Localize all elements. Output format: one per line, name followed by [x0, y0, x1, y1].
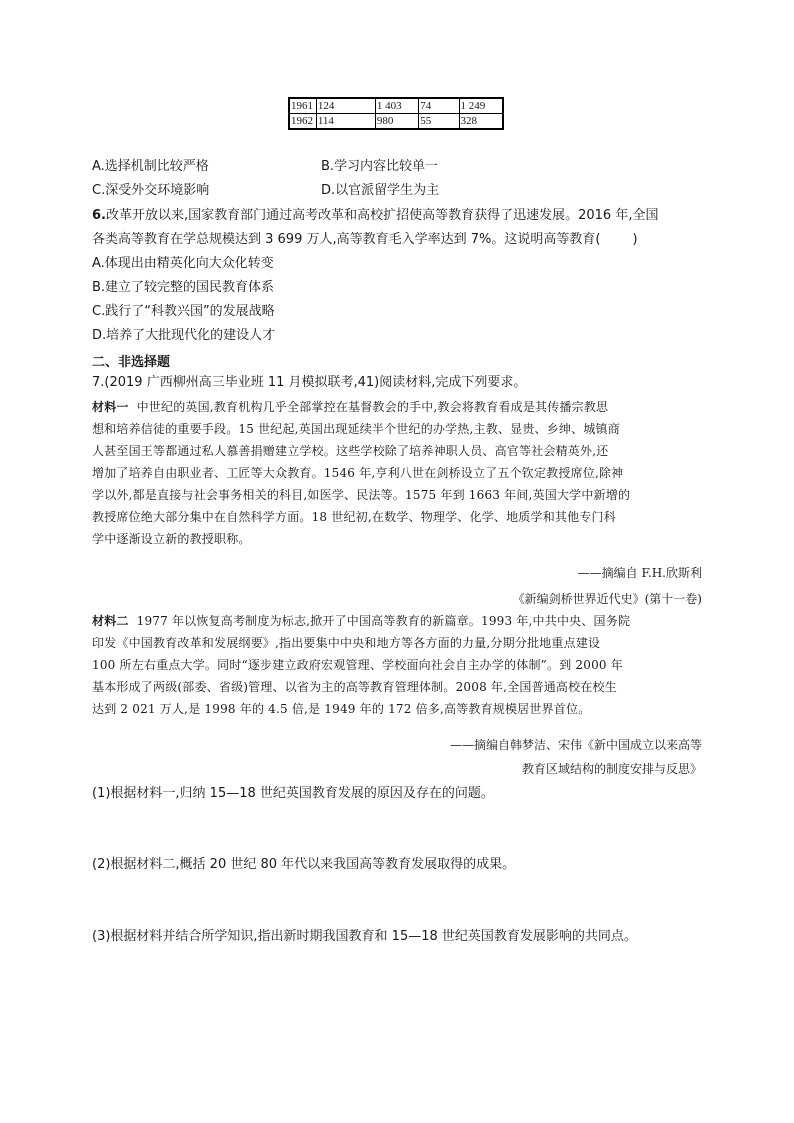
- q6-stem-text: 改革开放以来,国家教育部门通过高考改革和高校扩招使高等教育获得了迅速发展。2016 年,全国: [105, 208, 659, 223]
- q5-option-a: A.选择机制比较严格: [92, 159, 209, 174]
- q6-close-paren: ): [632, 232, 638, 247]
- material-one-source: ——摘编自 F.H.欣斯利: [577, 566, 702, 580]
- material-line: 印发《中国教育改革和发展纲要》,指出要集中中央和地方等各方面的力量,分期分批地重点建设: [92, 636, 601, 650]
- table-cell: 980: [375, 114, 418, 130]
- material-two-source-book: 教育区域结构的制度安排与反思》: [521, 762, 702, 776]
- table-cell: 1 249: [459, 98, 503, 114]
- material-line: 想和培养信徒的重要手段。15 世纪起,英国出现延续半个世纪的办学热,主教、显贵、乡绅、城镇商: [92, 422, 620, 436]
- material-line: 100 所左右重点大学。同时“逐步建立政府宏观管理、学校面向社会自主办学的体制”。到 2000 年: [92, 658, 623, 672]
- table-cell: 1 403: [375, 98, 418, 114]
- material-line: 学以外,都是直接与社会事务相关的科目,如医学、民法等。1575 年到 1663 年间,英国大学中新增的: [92, 488, 631, 502]
- table-cell: 114: [316, 114, 375, 130]
- q6-option-b: B.建立了较完整的国民教育体系: [92, 280, 275, 295]
- material-line: 基本形成了两级(部委、省级)管理、以省为主的高等教育管理体制。2008 年,全国普通高校在校生: [92, 680, 617, 694]
- table-row: [289, 98, 503, 114]
- table-cell: 1961: [289, 98, 316, 114]
- q6-stem-line1: [92, 207, 658, 225]
- q6-stem-text-2: 各类高等教育在学总规模达到 3 699 万人,高等教育毛入学率达到 7%。这说明高等教育(: [92, 232, 601, 247]
- material-line: 学中逐渐设立新的教授职称。: [92, 532, 251, 546]
- data-table: [288, 97, 504, 130]
- material-two-source: ——摘编自韩梦洁、宋伟《新中国成立以来高等: [449, 738, 702, 752]
- subquestion-2: (2)根据材料二,概括 20 世纪 80 年代以来我国高等教育发展取得的成果。: [92, 857, 516, 872]
- material-line: 增加了培养自由职业者、工匠等大众教育。1546 年,亨利八世在剑桥设立了五个钦定教授席位,除神: [92, 466, 624, 480]
- table-row: [289, 114, 503, 130]
- material-line: 达到 2 021 万人,是 1998 年的 4.5 倍,是 1949 年的 172 倍多,高等教育规模居世界首位。: [92, 702, 591, 716]
- material-line: 人甚至国王等都通过私人慕善捐赠建立学校。这些学校除了培养神职人员、高官等社会精英外,还: [92, 444, 609, 458]
- material-text: 1977 年以恢复高考制度为标志,掀开了中国高等教育的新篇章。1993 年,中共中央、国务院: [136, 614, 631, 628]
- q6-option-c: C.践行了“科教兴国”的发展战略: [92, 304, 275, 319]
- q6-stem-line2: [92, 231, 638, 249]
- q5-option-d: D.以官派留学生为主: [321, 183, 440, 198]
- material-two: [92, 610, 702, 720]
- q6-option-d: D.培养了大批现代化的建设人才: [92, 328, 276, 343]
- table-cell: 55: [419, 114, 459, 130]
- q5-option-c: C.深受外交环境影响: [92, 183, 210, 198]
- table-cell: 1962: [289, 114, 316, 130]
- material-line: 教授席位绝大部分集中在自然科学方面。18 世纪初,在数学、物理学、化学、地质学和其他专门科: [92, 510, 616, 524]
- q6-number: 6.: [92, 208, 106, 223]
- table-cell: 74: [419, 98, 459, 114]
- q5-option-b: B.学习内容比较单一: [321, 159, 439, 174]
- subquestion-1: (1)根据材料一,归纳 15—18 世纪英国教育发展的原因及存在的问题。: [92, 786, 494, 801]
- material-label: 材料二: [92, 614, 129, 628]
- material-line: [92, 610, 702, 632]
- q7-intro: 7.(2019 广西柳州高三毕业班 11 月模拟联考,41)阅读材料,完成下列要求。: [92, 375, 527, 390]
- material-label: 材料一: [92, 400, 129, 414]
- material-line: [92, 396, 702, 418]
- material-one: [92, 396, 702, 550]
- table-cell: 124: [316, 98, 375, 114]
- table-cell: 328: [459, 114, 503, 130]
- section-heading: 二、非选择题: [92, 355, 171, 370]
- q6-option-a: A.体现出由精英化向大众化转变: [92, 256, 274, 271]
- material-one-source-book: 《新编剑桥世界近代史》(第十一卷): [512, 592, 702, 606]
- material-text: 中世纪的英国,教育机构几乎全部掌控在基督教会的手中,教会将教育看成是其传播宗教思: [136, 400, 609, 414]
- subquestion-3: (3)根据材料并结合所学知识,指出新时期我国教育和 15—18 世纪英国教育发展影响的共同点。: [92, 929, 637, 944]
